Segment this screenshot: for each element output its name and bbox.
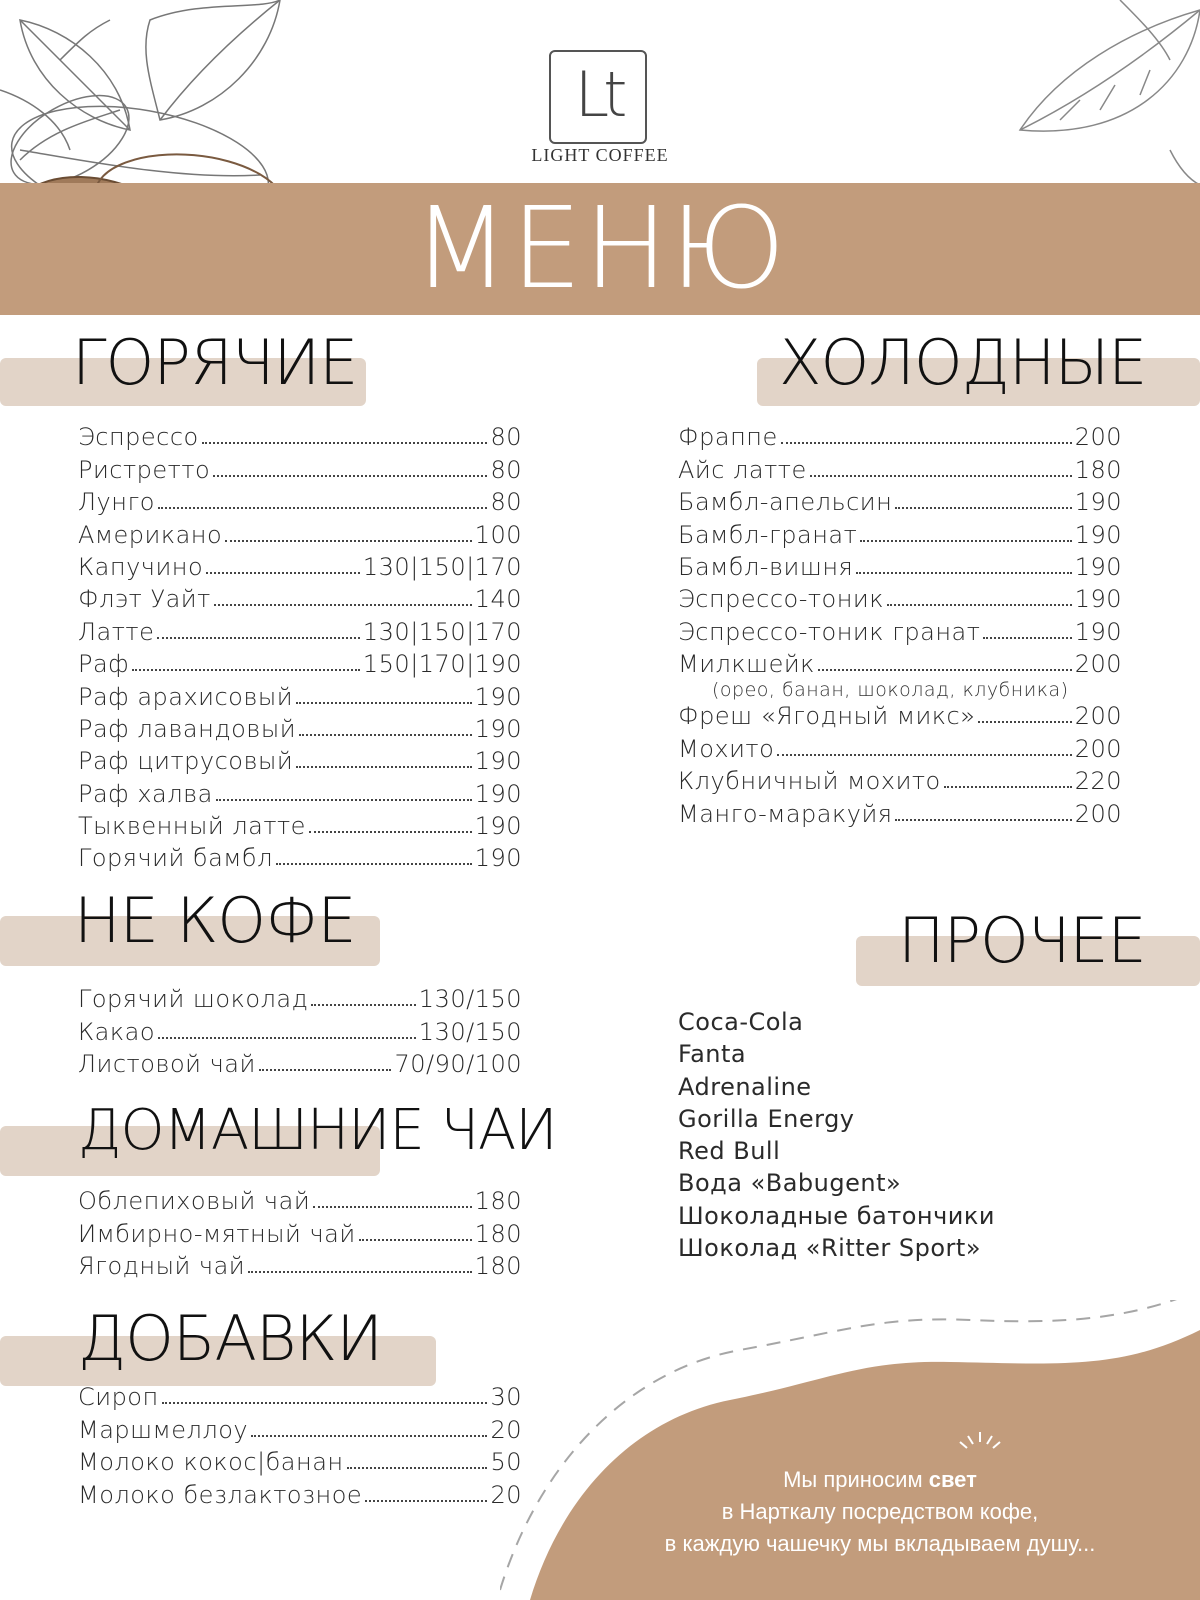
item-price: 190 <box>474 747 522 776</box>
other-item: Adrenaline <box>678 1072 812 1101</box>
dot-leader <box>248 1271 472 1273</box>
cold-list <box>678 420 1122 679</box>
other-item: Gorilla Energy <box>678 1104 855 1133</box>
item-price: 20 <box>490 1480 522 1509</box>
item-name: Горячий бамбл <box>78 844 273 873</box>
item-name: Ристретто <box>78 455 211 484</box>
dot-leader <box>276 863 472 865</box>
slogan-line-1: Мы приносим свет <box>783 1467 977 1492</box>
item-name: Тыквенный латте <box>78 812 306 841</box>
item-price: 180 <box>1074 455 1122 484</box>
item-price: 190 <box>474 714 522 743</box>
menu-item <box>678 420 1122 452</box>
other-heading: ПРОЧЕЕ <box>898 904 1146 977</box>
item-price: 190 <box>1074 617 1122 646</box>
menu-item <box>78 1047 522 1079</box>
hot-heading: ГОРЯЧИЕ <box>72 326 358 399</box>
item-name: Айс латте <box>678 455 807 484</box>
menu-item <box>678 647 1122 679</box>
not-coffee-list <box>78 982 522 1079</box>
dot-leader <box>214 604 472 606</box>
dot-leader <box>251 1435 487 1437</box>
item-price: 200 <box>1074 799 1122 828</box>
dot-leader <box>777 754 1071 756</box>
slogan-highlight: свет <box>928 1467 977 1492</box>
menu-item <box>78 420 522 452</box>
dot-leader <box>856 572 1071 574</box>
dot-leader <box>157 637 360 639</box>
item-name: Милкшейк <box>678 650 815 679</box>
cold-list-more <box>678 699 1122 829</box>
menu-item <box>678 582 1122 614</box>
item-name: Американо <box>78 520 223 549</box>
milkshake-note: (орео, банан, шоколад, клубника) <box>712 679 1069 701</box>
item-name: Облепиховый чай <box>78 1187 311 1216</box>
menu-item <box>678 764 1122 796</box>
menu-item <box>78 582 522 614</box>
item-price: 130|150|170 <box>362 552 522 581</box>
dot-leader <box>895 819 1071 821</box>
slogan-line-3: в каждую чашечку мы вкладываем душу... <box>664 1531 1096 1556</box>
slogan-line-2: в Нарткалу посредством кофе, <box>721 1499 1039 1524</box>
item-price: 200 <box>1074 650 1122 679</box>
home-tea-heading: ДОМАШНИЕ ЧАИ <box>78 1098 557 1163</box>
item-price: 190 <box>1074 585 1122 614</box>
home-tea-list <box>78 1184 522 1281</box>
item-price: 140 <box>474 585 522 614</box>
item-name: Горячий шоколад <box>78 985 309 1014</box>
item-name: Латте <box>78 617 155 646</box>
item-price: 80 <box>490 423 522 452</box>
other-item: Red Bull <box>678 1137 781 1166</box>
dot-leader <box>818 669 1072 671</box>
menu-item <box>78 1477 522 1509</box>
item-price: 130|150|170 <box>362 617 522 646</box>
menu-item <box>78 776 522 808</box>
item-price: 190 <box>474 779 522 808</box>
dot-leader <box>365 1500 487 1502</box>
menu-item <box>78 550 522 582</box>
menu-item <box>78 1249 522 1281</box>
menu-item <box>678 699 1122 731</box>
dot-leader <box>944 786 1072 788</box>
item-price: 50 <box>490 1448 522 1477</box>
page-title: МЕНЮ <box>412 184 788 314</box>
item-price: 190 <box>1074 552 1122 581</box>
item-name: Сироп <box>78 1383 159 1412</box>
other-item: Шоколадные батончики <box>678 1201 995 1230</box>
cold-heading: ХОЛОДНЫЕ <box>779 326 1147 399</box>
item-name: Бамбл-вишня <box>678 552 854 581</box>
menu-item <box>78 1412 522 1444</box>
item-name: Раф цитрусовый <box>78 747 294 776</box>
dot-leader <box>132 669 360 671</box>
item-price: 100 <box>474 520 522 549</box>
item-name: Имбирно-мятный чай <box>78 1219 356 1248</box>
menu-item <box>78 647 522 679</box>
dot-leader <box>311 1004 415 1006</box>
dot-leader <box>810 475 1072 477</box>
menu-item <box>678 550 1122 582</box>
item-price: 180 <box>474 1252 522 1281</box>
dot-leader <box>895 507 1071 509</box>
dot-leader <box>309 831 472 833</box>
item-price: 20 <box>490 1415 522 1444</box>
item-price: 200 <box>1074 702 1122 731</box>
menu-item <box>78 1184 522 1216</box>
item-price: 180 <box>474 1187 522 1216</box>
menu-item <box>678 517 1122 549</box>
menu-item <box>78 1216 522 1248</box>
dot-leader <box>978 721 1071 723</box>
item-price: 150|170|190 <box>362 650 522 679</box>
item-name: Раф халва <box>78 779 213 808</box>
item-name: Маршмеллоу <box>78 1415 249 1444</box>
other-item: Шоколад «Ritter Sport» <box>678 1234 982 1263</box>
item-name: Клубничный мохито <box>678 767 941 796</box>
item-name: Лунго <box>78 488 155 517</box>
menu-item <box>78 744 522 776</box>
item-price: 190 <box>474 812 522 841</box>
other-item: Coca-Cola <box>678 1008 804 1036</box>
not-coffee-heading: НЕ КОФЕ <box>74 884 356 957</box>
dot-leader <box>259 1069 392 1071</box>
menu-item <box>678 796 1122 828</box>
item-price: 200 <box>1074 423 1122 452</box>
item-price: 220 <box>1074 767 1122 796</box>
item-name: Эспрессо-тоник гранат <box>678 617 981 646</box>
dot-leader <box>313 1206 472 1208</box>
item-name: Молоко безлактозное <box>78 1480 363 1509</box>
dot-leader <box>359 1239 472 1241</box>
hot-list <box>78 420 522 873</box>
menu-item <box>78 1380 522 1412</box>
item-price: 190 <box>1074 488 1122 517</box>
item-name: Раф лавандовый <box>78 714 296 743</box>
other-item: Fanta <box>678 1040 747 1069</box>
menu-item <box>78 679 522 711</box>
dot-leader <box>983 637 1071 639</box>
dot-leader <box>202 442 488 444</box>
brand-name: LIGHT COFFEE <box>531 145 669 165</box>
menu-item <box>678 614 1122 646</box>
dot-leader <box>213 475 487 477</box>
logo-letters: Lt <box>574 58 622 131</box>
item-name: Эспрессо-тоник <box>678 585 884 614</box>
other-list <box>678 1006 995 1264</box>
menu-item <box>78 809 522 841</box>
item-price: 70/90/100 <box>394 1050 522 1079</box>
menu-item <box>678 731 1122 763</box>
menu-item <box>78 614 522 646</box>
extras-list <box>78 1380 522 1510</box>
dot-leader <box>887 604 1072 606</box>
item-name: Бамбл-гранат <box>678 520 858 549</box>
item-name: Раф <box>78 650 130 679</box>
dot-leader <box>216 799 472 801</box>
item-name: Раф арахисовый <box>78 682 294 711</box>
dot-leader <box>860 540 1071 542</box>
menu-item <box>78 517 522 549</box>
item-price: 190 <box>1074 520 1122 549</box>
item-price: 200 <box>1074 734 1122 763</box>
menu-item <box>678 485 1122 517</box>
item-price: 190 <box>474 844 522 873</box>
menu-item <box>78 712 522 744</box>
menu-item <box>78 841 522 873</box>
item-name: Эспрессо <box>78 423 199 452</box>
item-name: Капучино <box>78 552 204 581</box>
item-name: Манго-маракуйя <box>678 799 893 828</box>
item-name: Бамбл-апельсин <box>678 488 893 517</box>
dot-leader <box>206 572 360 574</box>
item-name: Мохито <box>678 734 775 763</box>
item-price: 130/150 <box>418 985 522 1014</box>
leaf-illustration <box>1000 0 1200 190</box>
item-name: Фраппе <box>678 423 778 452</box>
menu-item <box>78 1014 522 1046</box>
item-price: 190 <box>474 682 522 711</box>
dot-leader <box>225 540 472 542</box>
item-price: 80 <box>490 455 522 484</box>
item-price: 180 <box>474 1219 522 1248</box>
dot-leader <box>296 702 472 704</box>
item-name: Какао <box>78 1017 156 1046</box>
item-name: Листовой чай <box>78 1050 256 1079</box>
menu-item <box>78 1445 522 1477</box>
dot-leader <box>299 734 472 736</box>
dot-leader <box>781 442 1072 444</box>
item-price: 80 <box>490 488 522 517</box>
item-name: Флэт Уайт <box>78 585 211 614</box>
item-name: Молоко кокос|банан <box>78 1448 344 1477</box>
slogan <box>620 1464 1140 1560</box>
dot-leader <box>158 507 488 509</box>
dot-leader <box>296 766 472 768</box>
dot-leader <box>158 1037 416 1039</box>
item-name: Ягодный чай <box>78 1252 246 1281</box>
menu-item <box>78 452 522 484</box>
menu-item <box>78 982 522 1014</box>
other-item: Вода «Babugent» <box>678 1169 902 1198</box>
item-price: 130/150 <box>418 1017 522 1046</box>
extras-heading: ДОБАВКИ <box>78 1302 383 1375</box>
menu-item <box>78 485 522 517</box>
item-price: 30 <box>490 1383 522 1412</box>
item-name: Фреш «Ягодный микс» <box>678 702 976 731</box>
menu-item <box>678 452 1122 484</box>
brand-logo <box>549 50 647 144</box>
dot-leader <box>347 1467 488 1469</box>
dot-leader <box>162 1402 488 1404</box>
